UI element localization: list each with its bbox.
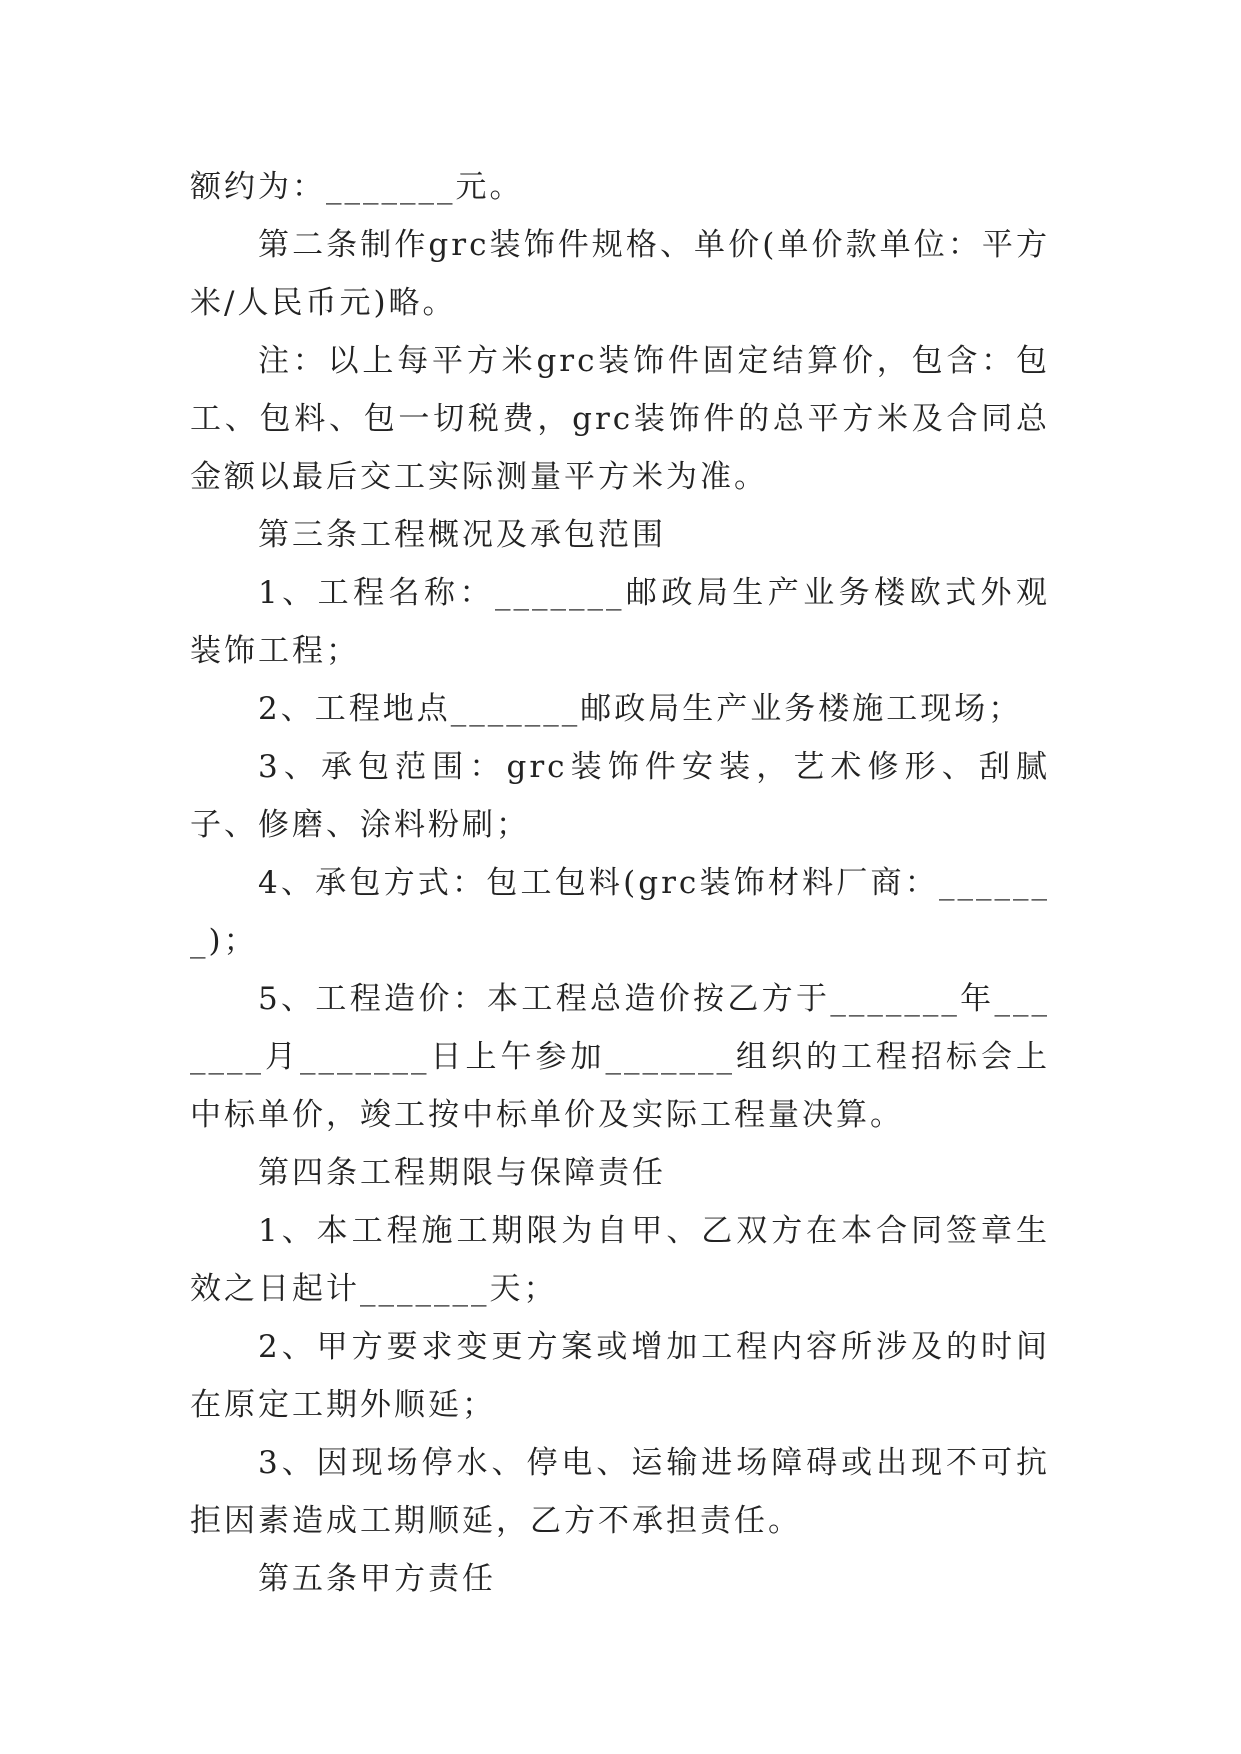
list-item-contract-method: 4、承包方式：包工包料(grc装饰材料厂商：_______)； [190,865,1050,959]
list-item-force-majeure: 3、因现场停水、停电、运输进场障碍或出现不可抗拒因素造成工期顺延，乙方不承担责任。 [190,1445,1050,1539]
heading-article-3: 第三条工程概况及承包范围 [258,517,666,553]
list-item-schedule-extension: 2、甲方要求变更方案或增加工程内容所涉及的时间在原定工期外顺延； [190,1329,1050,1423]
document-body [190,158,1050,1608]
list-item-project-name: 1、工程名称：_______邮政局生产业务楼欧式外观装饰工程； [190,575,1050,669]
list-item-contract-scope: 3、承包范围：grc装饰件安装，艺术修形、刮腻子、修磨、涂料粉刷； [190,749,1050,843]
paragraph-note: 注：以上每平方米grc装饰件固定结算价，包含：包工、包料、包一切税费，grc装饰件的总平方米及合同总金额以最后交工实际测量平方米为准。 [190,343,1050,495]
list-item-construction-period: 1、本工程施工期限为自甲、乙双方在本合同签章生效之日起计_______天； [190,1213,1050,1307]
paragraph-article-2: 第二条制作grc装饰件规格、单价(单价款单位：平方米/人民币元)略。 [190,227,1050,321]
heading-article-4: 第四条工程期限与保障责任 [258,1155,666,1191]
list-item-project-cost: 5、工程造价：本工程总造价按乙方于_______年_______月_______日上午参加_______组织的工程招标会上中标单价，竣工按中标单价及实际工程量决算。 [190,981,1050,1133]
paragraph-amount-line: 额约为：_______元。 [190,169,524,205]
list-item-project-location: 2、工程地点_______邮政局生产业务楼施工现场； [258,691,1023,727]
heading-article-5: 第五条甲方责任 [258,1561,496,1597]
